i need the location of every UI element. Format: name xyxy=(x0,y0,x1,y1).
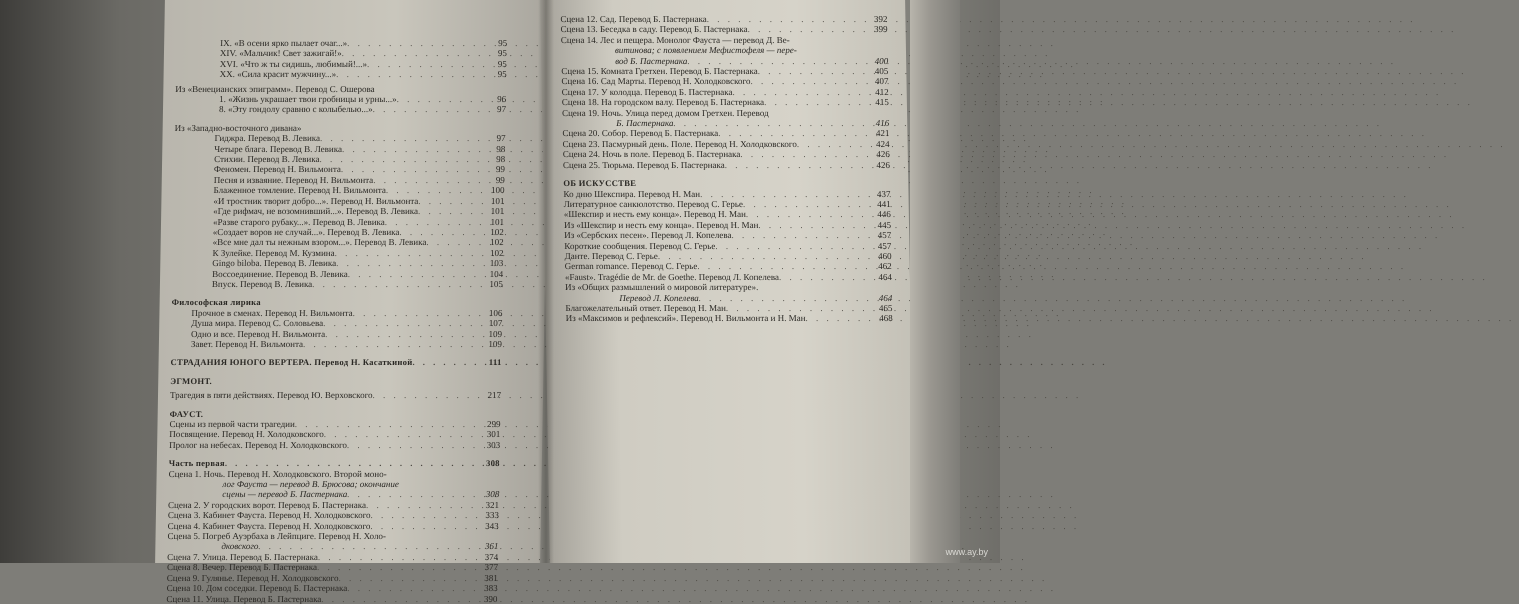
toc-entry-title: Сцена 14. Лес и пещера. Монолог Фауста — перевод Д. Ве- xyxy=(560,34,790,45)
toc-entry xyxy=(560,14,887,24)
toc-entry-title: 1. «Жизнь украшает твои гробницы и урны...» xyxy=(219,94,397,105)
toc-page-number: 95 xyxy=(497,69,507,80)
toc-entry xyxy=(168,500,499,510)
toc-leader-dots xyxy=(225,458,480,468)
toc-page-number: 465 xyxy=(878,302,893,313)
toc-leader-dots xyxy=(324,429,481,439)
toc-page-number: 95 xyxy=(497,48,508,59)
toc-page-number: 464 xyxy=(878,271,893,282)
toc-page-number: 101 xyxy=(490,195,505,206)
toc-entry xyxy=(167,562,498,572)
toc-leader-dots xyxy=(370,521,478,531)
toc-entry xyxy=(170,357,501,367)
toc-leader-dots xyxy=(366,500,479,510)
toc-page-number: 462 xyxy=(878,261,892,272)
toc-entry xyxy=(167,583,498,593)
toc-entry-title: Сцена 9. Гулянье. Перевод Н. Холодковского xyxy=(166,572,339,583)
toc-page-number: 107 xyxy=(488,318,503,329)
toc-leader-dots xyxy=(342,144,485,154)
toc-entry-title: German romance. Перевод С. Герье xyxy=(564,261,698,272)
toc-entry xyxy=(561,24,888,34)
toc-leader-dots xyxy=(312,279,483,289)
toc-entry xyxy=(565,293,892,303)
toc-page-number: 109 xyxy=(488,338,502,349)
toc-leader-dots xyxy=(397,94,487,104)
toc-entry xyxy=(172,269,503,279)
toc-entry-title: лог Фауста — перевод В. Брюсова; окончание xyxy=(222,479,400,490)
toc-leader-dots xyxy=(353,308,483,318)
right-page xyxy=(540,0,915,563)
toc-page-number: 416 xyxy=(875,118,890,129)
toc-entry xyxy=(562,118,889,128)
toc-page-number: 457 xyxy=(877,240,892,251)
toc-leader-dots xyxy=(418,196,484,206)
toc-page-number: 464 xyxy=(878,292,893,303)
toc-entry xyxy=(173,196,504,206)
toc-page-number: 102 xyxy=(489,247,504,258)
toc-page-number: 97 xyxy=(496,104,507,115)
toc-entry xyxy=(565,261,892,271)
toc-page-number: 111 xyxy=(488,357,502,368)
toc-leader-dots xyxy=(342,48,487,58)
toc-page-number: 104 xyxy=(489,268,504,279)
toc-entry xyxy=(168,489,499,499)
toc-entry xyxy=(176,69,507,79)
toc-entry xyxy=(561,45,888,55)
toc-leader-dots xyxy=(323,318,482,328)
toc-entry xyxy=(174,154,505,164)
toc-entry xyxy=(562,87,889,97)
toc-leader-dots xyxy=(336,258,483,268)
toc-leader-dots xyxy=(367,59,487,69)
toc-entry xyxy=(167,552,498,562)
toc-entry-title: Сцена 7. Улица. Перевод Б. Пастернака xyxy=(167,551,319,562)
toc-page-number: 400 xyxy=(874,55,889,66)
toc-entry xyxy=(173,227,504,237)
toc-page-number: 97 xyxy=(496,133,506,144)
toc-entry xyxy=(173,217,504,227)
toc-entry-title: Трагедия в пяти действиях. Перевод Ю. Верховского xyxy=(169,390,373,401)
toc-page-number: 102 xyxy=(490,237,504,248)
toc-entry-title: XX. «Сила красит мужчину...» xyxy=(219,69,337,80)
toc-leader-dots xyxy=(319,154,485,164)
toc-entry-title: Сцена 17. У колодца. Перевод Б. Пастернака xyxy=(561,86,733,97)
toc-page-number: 301 xyxy=(486,429,501,440)
toc-entry xyxy=(167,531,498,541)
toc-page-number: 426 xyxy=(876,149,890,160)
toc-page-number: 460 xyxy=(877,250,892,261)
toc-entry-title: Данте. Перевод С. Герье xyxy=(564,250,658,261)
toc-leader-dots xyxy=(386,185,485,195)
toc-entry xyxy=(561,66,888,76)
toc-entry xyxy=(168,521,499,531)
toc-entry xyxy=(565,282,892,292)
toc-entry xyxy=(562,128,889,138)
toc-entry-title: ЭГМОНТ. xyxy=(170,375,213,386)
toc-page-number: 377 xyxy=(484,562,499,573)
toc-entry-title: Одно и все. Перевод Н. Вильмонта xyxy=(191,328,326,339)
toc-entry xyxy=(172,297,503,307)
toc-leader-dots xyxy=(758,66,869,76)
toc-entry-title: Сцена 19. Ночь. Улица перед домом Гретхен. Перевод xyxy=(561,107,769,118)
toc-entry xyxy=(561,56,888,66)
toc-entry xyxy=(174,144,505,154)
toc-entry xyxy=(166,594,497,604)
toc-entry-title: Сцена 13. Беседка в саду. Перевод Б. Пастернака xyxy=(560,24,748,35)
toc-page-number: 412 xyxy=(875,86,889,97)
toc-page-number: 381 xyxy=(484,572,498,583)
toc-page-number: 103 xyxy=(489,258,504,269)
toc-leader-dots xyxy=(373,390,482,400)
toc-entry-title: Ко дню Шекспира. Перевод Н. Ман xyxy=(563,188,701,199)
toc-leader-dots xyxy=(338,573,477,583)
toc-page-number: 343 xyxy=(485,520,499,531)
toc-page-number: 445 xyxy=(877,219,892,230)
toc-leader-dots xyxy=(341,164,485,174)
toc-entry-title: дковского xyxy=(221,541,259,552)
toc-entry-title: Сцена 11. Улица. Перевод Б. Пастернака xyxy=(166,593,322,604)
toc-entry xyxy=(170,376,501,386)
toc-entry-title: Душа мира. Перевод С. Соловьева xyxy=(191,318,324,329)
toc-entry-title: витинова; с появлением Мефистофеля — пере- xyxy=(614,45,797,56)
toc-leader-dots xyxy=(687,56,868,66)
toc-entry xyxy=(176,59,507,69)
toc-entry-title: Из «Общих размышлений о мировой литературе». xyxy=(565,282,759,293)
toc-leader-dots xyxy=(732,87,868,97)
toc-entry xyxy=(563,149,890,159)
toc-entry xyxy=(169,469,500,479)
toc-entry-title: Песня и изваяние. Перевод Н. Вильмонта xyxy=(213,174,374,185)
toc-entry xyxy=(173,185,504,195)
toc-entry-title: Сцена 10. Дом соседки. Перевод Б. Пастернака xyxy=(166,583,348,594)
toc-entry-title: Блаженное томление. Перевод Н. Вильмонта xyxy=(213,185,386,196)
toc-page-number: 99 xyxy=(495,164,506,175)
toc-page-number: 399 xyxy=(874,24,888,35)
toc-entry xyxy=(167,573,498,583)
toc-leader-dots xyxy=(715,241,871,251)
toc-leader-dots xyxy=(426,237,483,247)
toc-entry xyxy=(171,318,502,328)
toc-page-number: 421 xyxy=(875,128,890,139)
toc-page-number: 457 xyxy=(877,230,892,241)
toc-leader-dots xyxy=(321,594,477,604)
toc-leader-dots xyxy=(320,133,486,143)
toc-entry xyxy=(176,48,507,58)
toc-page-number: 446 xyxy=(877,209,891,220)
toc-page-number: 390 xyxy=(483,593,498,604)
toc-page-number: 100 xyxy=(491,185,505,196)
toc-leader-dots xyxy=(779,272,872,282)
toc-leader-dots xyxy=(303,339,482,349)
toc-entry-title: Пролог на небесах. Перевод Н. Холодковского xyxy=(169,439,348,450)
toc-entry-title: Феномен. Перевод Н. Вильмонта xyxy=(213,164,342,175)
toc-leader-dots xyxy=(335,248,484,258)
toc-entry-title: ОБ ИСКУССТВЕ xyxy=(563,178,637,189)
toc-leader-dots xyxy=(700,189,871,199)
toc-page-number: 109 xyxy=(488,328,503,339)
toc-entry-title: К Зулейке. Перевод М. Кузмина xyxy=(212,247,335,258)
toc-entry-title: Сцены из первой части трагедии xyxy=(169,419,295,429)
toc-entry xyxy=(563,178,890,188)
toc-page-number: 374 xyxy=(484,551,499,562)
toc-page-number: 405 xyxy=(874,66,889,77)
toc-leader-dots xyxy=(418,206,484,216)
toc-leader-dots xyxy=(385,217,484,227)
toc-entry xyxy=(171,308,502,318)
left-page xyxy=(155,0,550,604)
toc-entry-title: Из «Шекспир и несть ему конца». Перевод Н. Ман xyxy=(563,219,759,230)
toc-page-number: 101 xyxy=(490,206,505,217)
toc-leader-dots xyxy=(658,251,872,261)
toc-entry-title: Четыре блага. Перевод В. Левика xyxy=(214,143,343,154)
toc-leader-dots xyxy=(731,230,871,240)
toc-leader-dots xyxy=(295,419,481,429)
toc-entry-title: Стихии. Перевод В. Левика xyxy=(214,154,320,165)
toc-entry-title: «Faust». Tragédie de Mr. de Goethe. Перевод Л. Копелева xyxy=(564,271,780,282)
toc-entry-title: СТРАДАНИЯ ЮНОГО ВЕРТЕРА. Перевод Н. Касаткиной xyxy=(170,357,413,368)
toc-entry xyxy=(562,97,889,107)
toc-page-number: 361 xyxy=(484,541,499,552)
toc-entry xyxy=(171,339,502,349)
toc-entry-title: Часть первая xyxy=(168,458,225,469)
toc-entry xyxy=(564,251,891,261)
toc-page-number: 426 xyxy=(876,159,891,170)
toc-entry-title: Сцена 20. Собор. Перевод Б. Пастернака xyxy=(562,128,719,139)
toc-page-number: 102 xyxy=(490,226,504,237)
toc-entry-title: Сцена 5. Погреб Ауэрбаха в Лейпциге. Перевод Н. Холо- xyxy=(167,531,387,542)
toc-leader-dots xyxy=(373,104,487,114)
toc-entry xyxy=(562,108,889,118)
toc-entry-title: «Где рифмач, не возомнивший...». Перевод В. Левика xyxy=(213,206,419,217)
toc-leader-dots xyxy=(805,313,872,323)
toc-entry-title: Сцена 8. Вечер. Перевод Б. Пастернака xyxy=(166,562,318,573)
toc-entry-title: Сцена 16. Сад Марты. Перевод Н. Холодковского xyxy=(561,76,751,87)
toc-entry xyxy=(170,390,501,400)
toc-entry xyxy=(175,104,506,114)
toc-leader-dots xyxy=(726,303,873,313)
toc-entry xyxy=(566,313,893,323)
toc-page-number: 98 xyxy=(496,143,506,154)
toc-page-number: 308 xyxy=(485,489,500,500)
toc-leader-dots xyxy=(318,552,478,562)
toc-entry-title: «Разве старого рубаку...». Перевод В. Левика xyxy=(212,216,385,227)
toc-leader-dots xyxy=(258,541,478,551)
toc-entry-title: сцены — перевод Б. Пастернака xyxy=(222,489,348,500)
toc-leader-dots xyxy=(317,562,478,572)
toc-page-number: 468 xyxy=(879,313,893,324)
toc-entry-title: XVI. «Что ж ты сидишь, любимый!...» xyxy=(219,58,368,69)
toc-page-number: 106 xyxy=(488,307,503,318)
toc-entry-title: «И тростник творит добро...». Перевод Н. Вильмонта xyxy=(213,195,419,206)
toc-entry-title: Короткие сообщения. Перевод С. Герье xyxy=(564,240,716,251)
toc-entry-title: Из «Западно-восточного дивана» xyxy=(174,122,302,133)
toc-entry-title: Gingo biloba. Перевод В. Левика xyxy=(212,258,337,269)
toc-entry-title: XIV. «Мальчик! Свет зажигай!» xyxy=(219,48,342,59)
toc-leader-dots xyxy=(747,24,867,34)
toc-leader-dots xyxy=(743,199,871,209)
toc-entry-title: «Шекспир и несть ему конца». Перевод Н. Ман xyxy=(563,209,746,220)
toc-entry-title: Сцена 24. Ночь в поле. Перевод Б. Пастернака xyxy=(562,149,741,160)
toc-entry-title: вод Б. Пастернака xyxy=(615,55,688,66)
toc-entry xyxy=(565,272,892,282)
toc-leader-dots xyxy=(725,160,870,170)
toc-entry-title: 8. «Эту гондолу сравню с колыбелью...» xyxy=(218,104,373,115)
toc-entry-title: Благожелательный ответ. Перевод Н. Ман xyxy=(565,302,726,313)
toc-page-number: 105 xyxy=(489,278,504,289)
toc-leader-dots xyxy=(373,175,485,185)
right-toc xyxy=(540,0,911,324)
toc-leader-dots xyxy=(412,357,481,367)
toc-entry xyxy=(169,419,500,429)
book-gutter xyxy=(538,0,554,563)
toc-page-number: 303 xyxy=(486,439,501,450)
toc-leader-dots xyxy=(347,38,487,48)
toc-page-number: 96 xyxy=(497,94,507,105)
toc-entry xyxy=(563,189,890,199)
toc-entry-title: Посвящение. Перевод Н. Холодковского xyxy=(169,429,324,440)
toc-page-number: 95 xyxy=(497,58,507,69)
toc-entry-title: Литературное санкюлотство. Перевод С. Герье xyxy=(563,198,744,209)
toc-leader-dots xyxy=(371,510,479,520)
toc-entry xyxy=(564,230,891,240)
toc-entry-title: Сцена 4. Кабинет Фауста. Перевод Н. Холодковского xyxy=(167,520,371,531)
toc-entry-title: Воссоединение. Перевод В. Левика xyxy=(212,268,348,279)
toc-leader-dots xyxy=(347,489,479,499)
toc-entry xyxy=(174,164,505,174)
toc-leader-dots xyxy=(758,220,871,230)
toc-entry xyxy=(174,175,505,185)
toc-leader-dots xyxy=(673,118,869,128)
toc-entry xyxy=(171,329,502,339)
page-edge xyxy=(910,0,960,563)
toc-leader-dots xyxy=(697,261,872,271)
toc-page-number: 407 xyxy=(874,76,889,87)
toc-entry xyxy=(173,206,504,216)
toc-entry-title: Перевод Л. Копелева xyxy=(619,292,699,303)
toc-entry xyxy=(167,541,498,551)
toc-entry xyxy=(170,409,501,419)
toc-page-number: 392 xyxy=(873,14,888,24)
toc-page-number: 95 xyxy=(498,38,508,48)
watermark: www.ay.by xyxy=(945,547,988,557)
toc-page-number: 383 xyxy=(484,583,498,594)
toc-page-number: 441 xyxy=(877,198,891,209)
toc-entry xyxy=(173,237,504,247)
toc-entry xyxy=(175,84,506,94)
toc-page-number: 437 xyxy=(876,188,891,199)
toc-entry-title: Сцена 18. На городском валу. Перевод Б. Пастернака xyxy=(561,97,765,108)
toc-leader-dots xyxy=(325,329,482,339)
toc-entry-title: Сцена 23. Пасмурный день. Поле. Перевод Н. Холодковского xyxy=(562,138,797,149)
toc-leader-dots xyxy=(707,14,868,24)
toc-leader-dots xyxy=(718,128,869,138)
toc-page-number: 308 xyxy=(485,458,500,469)
toc-leader-dots xyxy=(746,209,871,219)
toc-entry-title: «Создает воров не случай...». Перевод В. Левика xyxy=(212,226,400,237)
toc-entry xyxy=(175,123,506,133)
toc-entry xyxy=(172,258,503,268)
toc-entry-title: Впуск. Перевод В. Левика xyxy=(211,278,313,289)
toc-entry-title: ФАУСТ. xyxy=(169,408,204,419)
toc-leader-dots xyxy=(348,269,484,279)
toc-page-number: 217 xyxy=(487,390,502,401)
toc-entry xyxy=(172,248,503,258)
toc-page-number: 415 xyxy=(875,97,889,108)
toc-entry xyxy=(564,241,891,251)
toc-entry-title: Прочное в сменах. Перевод Н. Вильмонта xyxy=(191,307,353,318)
toc-entry-title: Сцена 25. Тюрьма. Перевод Б. Пастернака xyxy=(562,159,725,170)
toc-entry-title: Гиджра. Перевод В. Левика xyxy=(214,133,321,144)
toc-entry-title: Сцена 15. Комната Гретхен. Перевод Б. Пастернака xyxy=(561,66,758,77)
toc-leader-dots xyxy=(764,97,869,107)
toc-entry xyxy=(563,160,890,170)
toc-entry-title: IX. «В осени ярко пылает очаг...» xyxy=(220,38,348,48)
toc-entry xyxy=(168,479,499,489)
toc-leader-dots xyxy=(347,440,480,450)
toc-entry xyxy=(563,139,890,149)
toc-page-number: 99 xyxy=(495,174,505,185)
left-toc xyxy=(154,0,550,604)
toc-entry xyxy=(565,303,892,313)
toc-entry xyxy=(561,76,888,86)
toc-entry-title: Б. Пастернака xyxy=(616,118,674,129)
toc-leader-dots xyxy=(740,149,870,159)
toc-entry xyxy=(176,38,507,48)
toc-leader-dots xyxy=(399,227,484,237)
toc-entry xyxy=(168,510,499,520)
toc-entry xyxy=(564,199,891,209)
toc-entry-title: Сцена 12. Сад. Перевод Б. Пастернака xyxy=(560,14,707,24)
toc-entry xyxy=(564,209,891,219)
toc-page-number: 321 xyxy=(485,499,500,510)
toc-page-number: 299 xyxy=(486,419,501,429)
toc-page-number: 101 xyxy=(490,216,505,227)
toc-entry-title: Завет. Перевод Н. Вильмонта xyxy=(190,338,304,349)
toc-entry xyxy=(564,220,891,230)
toc-entry-title: Из «Венецианских эпиграмм». Перевод С. Ошерова xyxy=(175,83,375,94)
toc-page-number: 424 xyxy=(876,138,890,149)
toc-entry-title: Из «Максимов и рефлексий». Перевод Н. Вильмонта и Н. Ман xyxy=(565,313,806,324)
toc-entry xyxy=(175,94,506,104)
toc-page-number: 333 xyxy=(485,510,500,521)
toc-entry-title: «Все мне дал ты нежным взором...». Перевод В. Левика xyxy=(212,237,427,248)
toc-leader-dots xyxy=(750,76,868,86)
toc-leader-dots xyxy=(347,583,478,593)
toc-entry xyxy=(169,440,500,450)
toc-entry xyxy=(172,279,503,289)
toc-entry-title: Сцена 1. Ночь. Перевод Н. Холодковского. Второй моно- xyxy=(168,468,387,479)
toc-entry xyxy=(169,458,500,468)
toc-entry xyxy=(561,35,888,45)
toc-entry-title: Из «Сербских песен». Перевод Л. Копелева xyxy=(564,230,732,241)
toc-entry xyxy=(174,133,505,143)
toc-leader-dots xyxy=(797,139,870,149)
toc-page-number: 98 xyxy=(496,154,506,165)
toc-leader-dots xyxy=(699,293,873,303)
toc-entry-title: Философская лирика xyxy=(171,297,261,308)
toc-entry-title: Сцена 3. Кабинет Фауста. Перевод Н. Холодковского xyxy=(167,510,371,521)
toc-leader-dots xyxy=(336,69,487,79)
toc-entry xyxy=(169,429,500,439)
toc-entry-title: Сцена 2. У городских ворот. Перевод Б. Пастернака xyxy=(168,499,367,510)
